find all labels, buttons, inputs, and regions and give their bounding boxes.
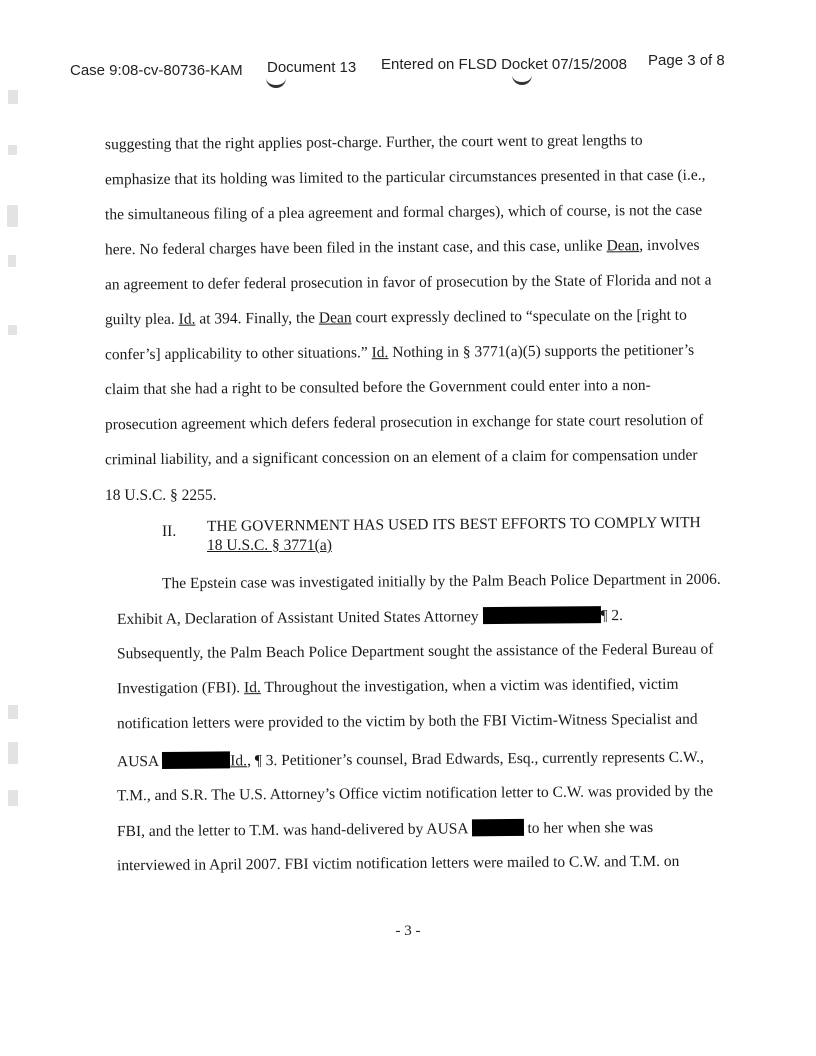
scan-artifact [8,90,18,104]
docket-entry: Entered on FLSD Docket 07/15/2008 [381,56,627,73]
cite-id: Id. [230,752,248,770]
body-line: an agreement to defer federal prosecution in favor of prosecution by the State of Florida and not a [104,271,712,294]
case-number: Case 9:08-cv-80736-KAM [70,62,243,79]
scan-artifact [7,205,18,227]
scan-artifact [8,742,18,764]
cite-id: Id. [178,310,196,328]
scan-artifact [8,145,17,155]
body-line: T.M., and S.R. The U.S. Attorney’s Office victim notification letter to C.W. was provided by the [116,782,714,805]
body-line: Subsequently, the Palm Beach Police Department sought the assistance of the Federal Bureau of [116,640,714,663]
document-number: Document 13 [267,59,357,76]
body-line: Investigation (FBI). Id. Throughout the investigation, when a victim was identified, victim [116,675,679,698]
body-line: confer’s] applicability to other situations.” Id. Nothing in § 3771(a)(5) supports the petitioner’s [104,341,695,364]
body-line: criminal liability, and a significant concession on an element of a claim for compensation under [104,446,698,469]
body-line: suggesting that the right applies post-charge. Further, the court went to great lengths to [104,131,643,154]
scan-artifact [8,705,18,719]
body-line: claim that she had a right to be consulted before the Government could enter into a non- [104,376,651,399]
section-heading: THE GOVERNMENT HAS USED ITS BEST EFFORTS TO COMPLY WITH [206,514,701,535]
body-line: AUSA Id., ¶ 3. Petitioner’s counsel, Brad Edwards, Esq., currently represents C.W., [116,748,704,771]
body-line: prosecution agreement which defers federal prosecution in exchange for state court resolution of [104,411,704,434]
redaction-block [162,751,230,769]
scan-artifact [8,255,16,267]
case-cite-dean: Dean [606,237,640,255]
page-number: - 3 - [395,923,421,939]
cite-id: Id. [371,344,389,362]
redaction-block [482,606,600,624]
body-line: here. No federal charges have been filed in the instant case, and this case, unlike Dean, involves [104,236,700,259]
body-line: 18 U.S.C. § 2255. [105,487,217,504]
body-line: FBI, and the letter to T.M. was hand-delivered by AUSA to her when she was [116,818,654,841]
cite-id: Id. [243,679,261,697]
body-line: interviewed in April 2007. FBI victim notification letters were mailed to C.W. and T.M. on [116,852,680,875]
scan-mark [512,74,532,85]
redaction-block [472,819,524,836]
body-line: guilty plea. Id. at 394. Finally, the Dean court expressly declined to “speculate on the [right to [104,306,687,329]
body-line: The Epstein case was investigated initially by the Palm Beach Police Department in 2006. [161,570,721,593]
section-heading-cite: 18 U.S.C. § 3771(a) [207,537,332,554]
scan-artifact [8,325,17,335]
section-number: II. [162,523,177,540]
case-cite-dean: Dean [318,309,352,327]
scan-artifact [8,790,18,806]
page-indicator: Page 3 of 8 [648,52,725,69]
body-line: emphasize that its holding was limited to the particular circumstances presented in that case (i.e., [104,166,706,189]
body-line: the simultaneous filing of a plea agreement and formal charges), which of course, is not the case [104,201,703,224]
body-line: notification letters were provided to the victim by both the FBI Victim-Witness Specialist and [116,710,698,733]
body-line: Exhibit A, Declaration of Assistant United States Attorney ¶ 2. [116,607,624,628]
scan-mark [266,77,286,88]
